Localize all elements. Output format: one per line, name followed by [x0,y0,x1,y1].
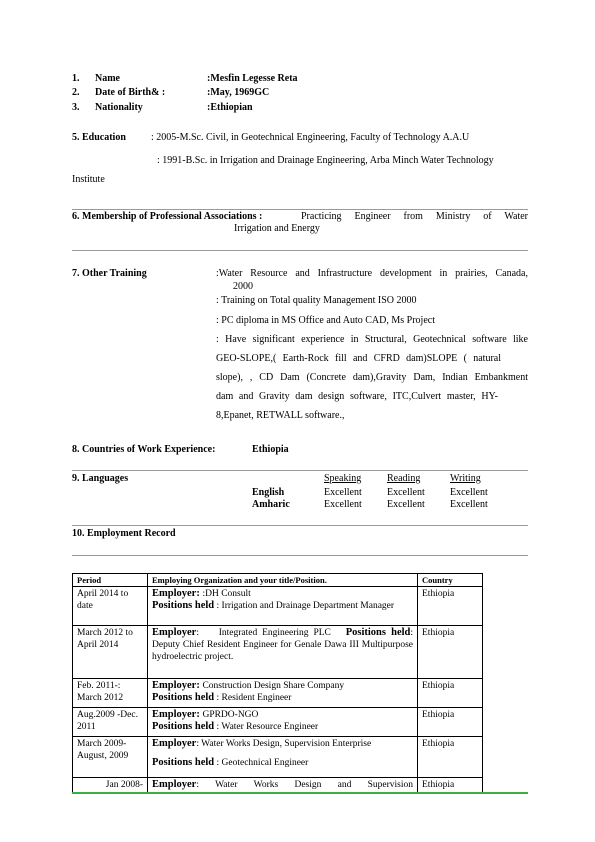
education-line-3: Institute [72,174,105,185]
divider [72,525,528,526]
position-label: Positions held [152,757,215,768]
education-heading: 5. Education [72,132,126,143]
country-cell: Ethiopia [418,778,483,793]
col-organization: Employing Organization and your title/Position. [148,574,418,587]
employer-label: Employer [152,779,197,790]
position-value: : Irrigation and Drainage Department Manager [216,601,395,611]
language-writing: Excellent [450,487,488,498]
period-cell: Jan 2008- [73,778,148,793]
language-name: English [252,487,285,498]
language-reading: Excellent [387,499,425,510]
country-cell: Ethiopia [418,737,483,778]
languages-col-reading: Reading [387,473,421,484]
membership-line-2: Irrigation and Energy [234,223,320,234]
position-label: Positions held [152,721,215,732]
training-heading: 7. Other Training [72,268,147,279]
employer-label: Employer [152,627,197,638]
training-line: GEO-SLOPE,( Earth-Rock fill and CFRD dam)SLOPE ( natural [216,353,501,364]
col-country: Country [418,574,483,587]
period-cell: April 2014 to date [73,587,148,626]
period-cell: Feb. 2011-: March 2012 [73,679,148,708]
training-line: 8,Epanet, RETWALL software., [216,410,345,421]
language-reading: Excellent [387,487,425,498]
dob-value: :May, 1969GC [207,87,270,98]
training-line: dam and Gravity dam design software, ITC,Culvert master, HY- [216,391,498,402]
page-bottom-rule [72,792,528,794]
table-row [73,679,483,708]
divider [72,209,528,210]
period-cell: March 2012 to April 2014 [73,626,148,679]
employer-sep: : [196,680,203,691]
table-row [73,737,483,778]
language-writing: Excellent [450,499,488,510]
position-label: Positions held [345,627,411,638]
languages-col-writing: Writing [450,473,481,484]
nationality-value: :Ethiopian [207,102,253,113]
languages-heading: 9. Languages [72,473,129,484]
position-value: : Resident Engineer [216,693,292,703]
divider [72,250,528,251]
education-line-2: : 1991-B.Sc. in Irrigation and Drainage Engineering, Arba Minch Water Technology [157,155,494,166]
employer-value: :DH Consult [202,589,251,599]
organization-cell [148,708,418,737]
period-cell: Aug.2009 -Dec. 2011 [73,708,148,737]
employer-label: Employer [152,709,197,720]
training-line: : Have significant experience in Structural, Geotechnical software like [216,334,528,345]
training-line: :Water Resource and Infrastructure development in prairies, Canada, [216,268,528,279]
training-line: slope), , CD Dam (Concrete dam),Gravity Dam, Indian Embankment [216,372,528,383]
membership-line-1: Practicing Engineer from Ministry of Water [301,211,528,222]
employer-value: Water Works Design and Supervision [215,780,414,790]
name-value: :Mesfin Legesse Reta [207,73,298,84]
employer-sep: : [196,588,203,599]
nationality-label: Nationality [95,102,143,113]
table-row [73,708,483,737]
employer-label: Employer [152,588,197,599]
employer-value: GPRDO-NGO [202,710,259,720]
position-value: : Water Resource Engineer [216,722,319,732]
table-row [73,626,483,679]
organization-cell [148,679,418,708]
employer-sep: : [196,628,204,638]
training-line: 2000 [233,281,253,292]
col-period: Period [73,574,148,587]
country-cell: Ethiopia [418,708,483,737]
employer-value: Water Works Design, Supervision Enterprise [201,739,372,749]
organization-cell [148,737,418,778]
position-value: : Deputy Chief Resident Engineer for Genale Dawa III Multipurpose hydroelectric project. [152,628,414,662]
countries-value: Ethiopia [252,444,289,455]
period-cell: March 2009- August, 2009 [73,737,148,778]
position-label: Positions held [152,600,215,611]
divider [72,555,528,556]
personal-num-3: 3. [72,102,80,113]
country-cell: Ethiopia [418,679,483,708]
employment-heading: 10. Employment Record [72,528,176,539]
organization-cell [148,626,418,679]
organization-cell [148,778,418,793]
position-value: : Geotechnical Engineer [216,758,309,768]
country-cell: Ethiopia [418,587,483,626]
education-line-1: : 2005-M.Sc. Civil, in Geotechnical Engineering, Faculty of Technology A.A.U [151,132,470,143]
membership-heading: 6. Membership of Professional Associations : [72,211,263,222]
language-name: Amharic [252,499,290,510]
training-line: : Training on Total quality Management ISO 2000 [216,295,417,306]
languages-col-speaking: Speaking [324,473,362,484]
country-cell: Ethiopia [418,626,483,679]
table-header-row [73,574,483,587]
employer-value: Construction Design Share Company [202,681,345,691]
organization-cell [148,587,418,626]
employer-label: Employer [152,680,197,691]
employer-sep: : [196,739,202,749]
employer-value: Integrated Engineering PLC [218,628,331,638]
employer-sep: : [196,780,216,790]
employer-sep: : [196,709,203,720]
table-row [73,778,483,793]
personal-num-2: 2. [72,87,80,98]
table-row [73,587,483,626]
personal-num-1: 1. [72,73,80,84]
countries-heading: 8. Countries of Work Experience: [72,444,216,455]
training-line: : PC diploma in MS Office and Auto CAD, Ms Project [216,315,435,326]
position-label: Positions held [152,692,215,703]
dob-label: Date of Birth& : [95,87,166,98]
employment-table [72,573,483,793]
employer-label: Employer [152,738,197,749]
name-label: Name [95,73,120,84]
divider [72,470,528,471]
language-speaking: Excellent [324,499,362,510]
language-speaking: Excellent [324,487,362,498]
